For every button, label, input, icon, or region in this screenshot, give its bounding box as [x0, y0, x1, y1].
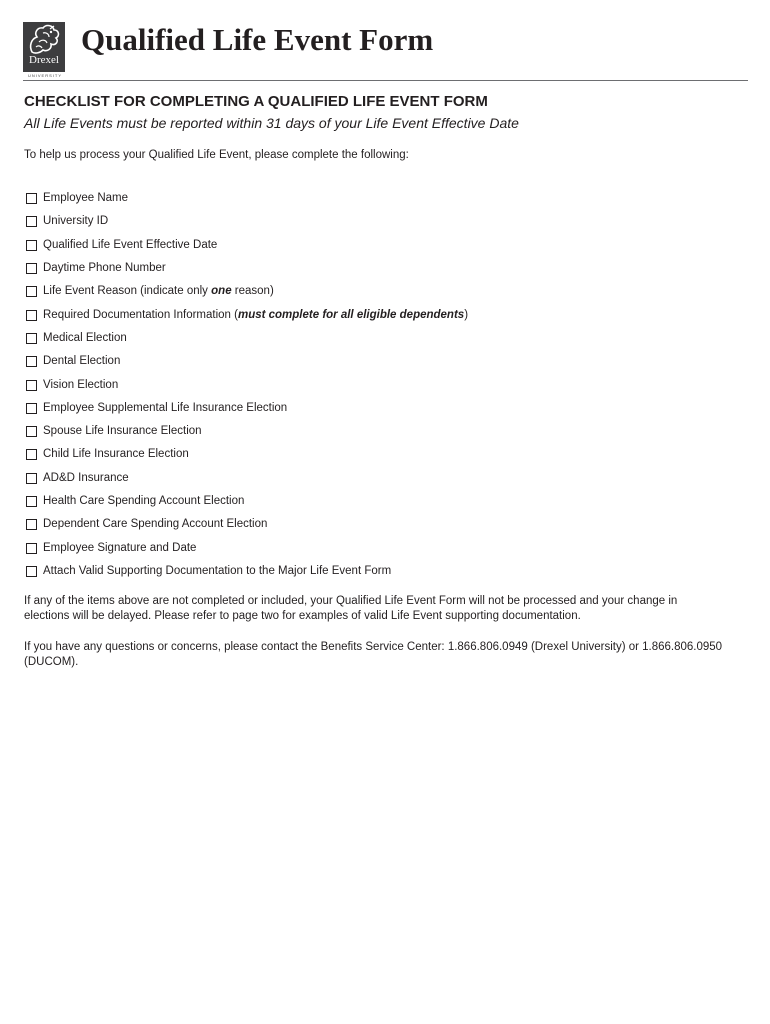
logo-subtext: UNIVERSITY: [27, 73, 62, 78]
checklist-item[interactable]: [25, 210, 468, 233]
checklist-item[interactable]: [25, 443, 468, 466]
item-label-text: Required Documentation Information (: [43, 308, 238, 321]
checkbox[interactable]: [26, 310, 37, 321]
checkbox[interactable]: [26, 216, 37, 227]
checklist-item[interactable]: [25, 397, 468, 420]
item-label: AD&D Insurance: [43, 471, 129, 484]
checkbox[interactable]: [26, 356, 37, 367]
item-label: Daytime Phone Number: [43, 262, 166, 275]
item-label-emphasis: must complete for all eligible dependents: [237, 308, 465, 321]
processing-notice: If any of the items above are not completed or included, your Qualified Life Event Form will not be processed and your change in elections will be delayed. Please refer to page two for examples of valid Life Event supporting documentation.: [24, 595, 678, 622]
page-header: [23, 22, 748, 80]
item-label: Employee Name: [43, 192, 129, 205]
checkbox[interactable]: [26, 263, 37, 274]
item-label: Employee Supplemental Life Insurance Election: [43, 401, 288, 414]
checklist-item[interactable]: [25, 187, 468, 210]
checklist-item[interactable]: [25, 257, 468, 280]
header-divider: [23, 80, 748, 81]
checkbox[interactable]: [26, 449, 37, 460]
checkbox[interactable]: [26, 519, 37, 530]
checklist-heading: CHECKLIST FOR COMPLETING A QUALIFIED LIFE EVENT FORM: [24, 93, 488, 110]
item-label: University ID: [43, 215, 109, 228]
checklist-item[interactable]: [25, 536, 468, 559]
checkbox[interactable]: [26, 403, 37, 414]
checklist-item[interactable]: [25, 350, 468, 373]
checkbox[interactable]: [26, 240, 37, 251]
logo-wordmark: Drexel: [29, 54, 59, 66]
checklist-item[interactable]: [25, 280, 468, 303]
form-title: Qualified Life Event Form: [81, 22, 434, 57]
drexel-logo: [23, 22, 65, 72]
checklist-item[interactable]: [25, 373, 468, 396]
checklist-item[interactable]: [25, 560, 468, 583]
checklist-item[interactable]: [25, 303, 468, 326]
dragon-icon: [23, 22, 65, 56]
item-label: Employee Signature and Date: [43, 541, 197, 554]
deadline-subtitle: All Life Events must be reported within 31 days of your Life Event Effective Date: [24, 115, 519, 131]
checkbox[interactable]: [26, 333, 37, 344]
item-label: [43, 308, 468, 323]
item-label-text: reason): [231, 285, 274, 298]
checkbox[interactable]: [26, 496, 37, 507]
checkbox[interactable]: [26, 380, 37, 391]
checklist: [25, 187, 468, 583]
item-label: Child Life Insurance Election: [43, 448, 189, 461]
checkbox[interactable]: [26, 566, 37, 577]
checklist-item[interactable]: [25, 490, 468, 513]
checkbox[interactable]: [26, 193, 37, 204]
checkbox[interactable]: [26, 543, 37, 554]
item-label: Dependent Care Spending Account Election: [43, 518, 268, 531]
checklist-item[interactable]: [25, 327, 468, 350]
item-label-text: Life Event Reason (indicate only: [43, 285, 212, 298]
checklist-item[interactable]: [25, 513, 468, 536]
item-label-emphasis: one: [211, 285, 232, 298]
item-label-text: ): [464, 308, 469, 321]
checkbox[interactable]: [26, 426, 37, 437]
item-label: Health Care Spending Account Election: [43, 495, 245, 507]
item-label: Vision Election: [43, 378, 119, 391]
item-label: Attach Valid Supporting Documentation to the Major Life Event Form: [43, 564, 392, 577]
contact-info: If you have any questions or concerns, please contact the Benefits Service Center: 1.866.806.0949 (Drexel University) or 1.866.806.0950 (DUCOM).: [24, 641, 723, 668]
item-label: [43, 284, 274, 299]
item-label: Qualified Life Event Effective Date: [43, 238, 218, 251]
checklist-item[interactable]: [25, 420, 468, 443]
checklist-item[interactable]: [25, 467, 468, 490]
item-label: Dental Election: [43, 355, 121, 368]
checklist-item[interactable]: [25, 234, 468, 257]
checkbox[interactable]: [26, 473, 37, 484]
checkbox[interactable]: [26, 286, 37, 297]
item-label: Spouse Life Insurance Election: [43, 425, 202, 438]
item-label: Medical Election: [43, 331, 127, 344]
intro-text: To help us process your Qualified Life Event, please complete the following:: [24, 149, 409, 161]
